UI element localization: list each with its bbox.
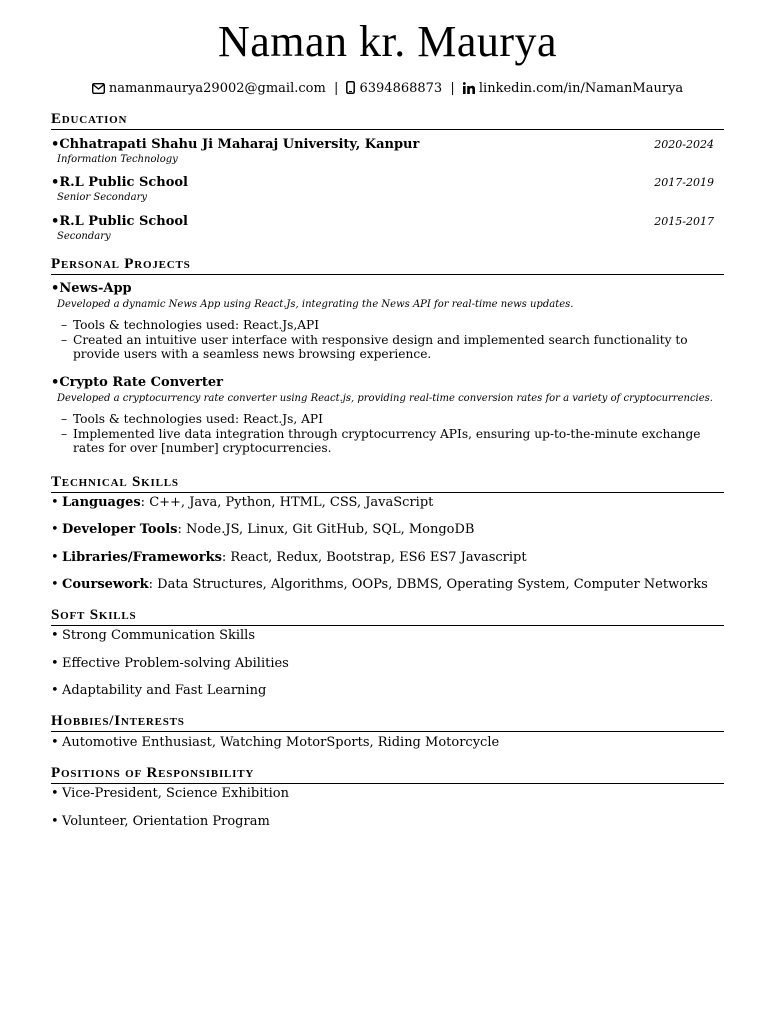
technical-skills-heading: Technical Skills — [51, 473, 724, 493]
project-description: Developed a dynamic News App using React.Js, integrating the News API for real-time news updates. — [57, 299, 574, 310]
institution-name: •R.L Public School — [51, 214, 188, 229]
project-name: •Crypto Rate Converter — [51, 375, 223, 390]
email-link[interactable]: namanmaurya29002@gmail.com — [108, 81, 326, 96]
contact-line — [51, 80, 724, 100]
linkedin-link[interactable]: linkedin.com/in/NamanMaurya — [478, 81, 684, 96]
project-name: •News-App — [51, 281, 132, 296]
skill-label: Developer Tools — [62, 522, 178, 537]
project-points — [51, 412, 724, 456]
project-points — [51, 318, 724, 362]
skill-value: C++, Java, Python, HTML, CSS, JavaScript — [145, 495, 434, 510]
list-item: • Strong Communication Skills — [51, 628, 256, 643]
skill-value: Node.JS, Linux, Git GitHub, SQL, MongoDB — [181, 522, 475, 537]
separator: | — [450, 81, 455, 96]
list-item: • Effective Problem-solving Abilities — [51, 656, 289, 671]
education-entry — [51, 136, 724, 167]
candidate-name: Naman kr. Maurya — [217, 17, 558, 66]
list-item: • Adaptability and Fast Learning — [51, 683, 267, 698]
education-detail: Secondary — [57, 231, 111, 242]
skill-label: Coursework — [62, 577, 149, 592]
skill-value: Data Structures, Algorithms, OOPs, DBMS, Operating System, Computer Networks — [153, 577, 708, 592]
projects-heading: Personal Projects — [51, 255, 724, 275]
list-item: • Automotive Enthusiast, Watching MotorSports, Riding Motorcycle — [51, 735, 500, 750]
linkedin-icon — [463, 82, 475, 100]
soft-skills-heading: Soft Skills — [51, 606, 724, 626]
education-dates: 2017-2019 — [654, 176, 714, 189]
list-item: – Tools & technologies used: React.Js,API — [61, 318, 724, 333]
project-entry — [51, 374, 724, 456]
education-dates: 2020-2024 — [654, 138, 714, 151]
separator: | — [333, 81, 339, 96]
project-entry — [51, 280, 724, 362]
envelope-icon — [92, 82, 105, 100]
project-description: Developed a cryptocurrency rate converter using React.js, providing real-time conversion rates for a variety of cryptocurrencies. — [57, 393, 713, 404]
skill-item: • Developer Tools: Node.JS, Linux, Git GitHub, SQL, MongoDB — [51, 522, 475, 537]
skill-item: • Coursework: Data Structures, Algorithms, OOPs, DBMS, Operating System, Computer Networks — [51, 577, 708, 592]
skill-label: Libraries/Frameworks — [62, 550, 222, 565]
education-entry — [51, 174, 724, 205]
phone-number[interactable]: 6394868873 — [359, 81, 443, 96]
skill-value: React, Redux, Bootstrap, ES6 ES7 Javascript — [226, 550, 527, 565]
list-item: • Volunteer, Orientation Program — [51, 814, 270, 829]
list-item: – Created an intuitive user interface with responsive design and implemented search functionality to provide users with a seamless news browsing experience. — [61, 333, 724, 362]
hobbies-heading: Hobbies/Interests — [51, 712, 724, 732]
skill-label: Languages — [62, 495, 141, 510]
positions-heading: Positions of Responsibility — [51, 764, 724, 784]
education-heading: Education — [51, 110, 724, 130]
skill-item: • Languages: C++, Java, Python, HTML, CSS, JavaScript — [51, 495, 434, 510]
list-item: – Tools & technologies used: React.Js, API — [61, 412, 724, 427]
institution-name: •Chhatrapati Shahu Ji Maharaj University, Kanpur — [51, 137, 420, 152]
education-detail: Senior Secondary — [57, 192, 148, 203]
education-detail: Information Technology — [57, 154, 178, 165]
list-item: – Implemented live data integration through cryptocurrency APIs, ensuring up-to-the-minute exchange rates for over [number] cryptocurrencies. — [61, 427, 724, 456]
education-dates: 2015-2017 — [654, 215, 714, 228]
education-entry — [51, 213, 724, 244]
institution-name: •R.L Public School — [51, 175, 188, 190]
list-item: • Vice-President, Science Exhibition — [51, 786, 289, 801]
mobile-phone-icon — [346, 81, 355, 100]
skill-item: • Libraries/Frameworks: React, Redux, Bootstrap, ES6 ES7 Javascript — [51, 550, 527, 565]
